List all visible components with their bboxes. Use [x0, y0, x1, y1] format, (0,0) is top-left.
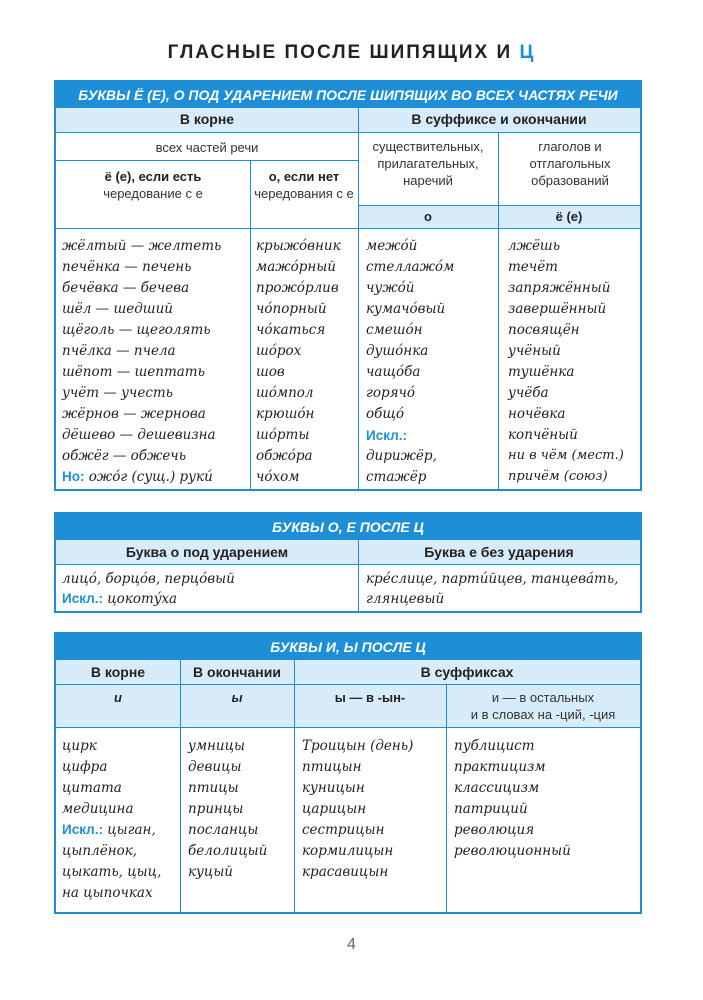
word-item: щёголь — щеголять: [62, 322, 211, 338]
note-line: Но: ожóг (сущ.) рукú: [62, 469, 213, 485]
word-item: крюшóн: [256, 406, 315, 422]
word-item: публицист: [454, 738, 535, 754]
word-item: стеллажóм: [366, 259, 455, 275]
word-item: цирк: [62, 738, 97, 754]
word-item: медицина: [62, 801, 134, 817]
word-item: принцы: [188, 801, 244, 817]
section-o-e-after-ts: [54, 512, 642, 613]
exception-line: Искл.: цыган,: [62, 822, 156, 838]
yo-rule: ё (е), если есть чередование с е: [103, 169, 203, 201]
word-item: мажóрный: [256, 259, 336, 275]
root-subheading: всех частей речи: [155, 140, 259, 155]
column-suffixes: В суффиксах: [420, 664, 514, 680]
word-item: цитата: [62, 780, 122, 796]
column-ending: В окончании: [193, 664, 281, 680]
word-item: цифра: [62, 759, 108, 775]
exception-line: Искл.: цокотýха: [62, 591, 178, 607]
word-item: тушёнка: [508, 364, 575, 380]
column-suffix: В суффиксе и окончании: [411, 111, 587, 127]
section-yo-o-after-sibilants: [54, 80, 642, 491]
word-item: ночёвка: [508, 406, 566, 422]
word-item: жёрнов — жернова: [62, 406, 206, 422]
word-item: шóмпол: [256, 385, 314, 401]
letter-i: и: [114, 690, 122, 705]
word-item: бечёвка — бечева: [62, 280, 190, 296]
word-item: чужóй: [366, 280, 415, 296]
word-item: куцый: [188, 864, 234, 880]
letter-i-rule: и — в остальных и в словах на -ций, -ция: [470, 690, 616, 722]
word-line: глянцевый: [366, 591, 445, 607]
word-item: кумачóвый: [366, 301, 446, 317]
word-item: сестрицын: [302, 822, 385, 838]
word-item: течёт: [508, 259, 558, 275]
word-item: дёшево — дешевизна: [62, 427, 216, 443]
word-line: крéслице, партúйцев, танцевáть,: [366, 571, 619, 587]
word-item: жёлтый — желтеть: [62, 238, 222, 254]
section-header: БУКВЫ Ё (Е), О ПОД УДАРЕНИЕМ ПОСЛЕ ШИПЯЩИХ ВО ВСЕХ ЧАСТЯХ РЕЧИ: [56, 82, 640, 108]
section-header: БУКВЫ И, Ы ПОСЛЕ Ц: [56, 634, 640, 660]
word-item: красавицын: [302, 864, 389, 880]
word-item: учёный: [508, 343, 561, 359]
word-item: кормилицын: [302, 843, 394, 859]
column-e-unstressed: Буква е без ударения: [424, 544, 574, 560]
word-item: стажёр: [366, 469, 427, 485]
word-item: запряжённый: [508, 280, 611, 296]
word-item: ни в чём (мест.): [508, 448, 624, 463]
column-root: В корне: [90, 664, 146, 680]
word-item: Троицын (день): [302, 738, 414, 754]
word-item: общó: [366, 406, 405, 422]
word-item: цыкать, цыц,: [62, 864, 162, 880]
word-item: крыжóвник: [256, 238, 341, 254]
word-item: прожóрлив: [256, 280, 339, 296]
word-item: патриций: [454, 801, 528, 817]
word-item: дирижёр,: [366, 448, 437, 464]
word-item: копчёный: [508, 427, 578, 443]
word-item: причём (союз): [508, 469, 608, 484]
word-line: лицó, борцóв, перцóвый: [62, 571, 235, 587]
word-item: обжóра: [256, 448, 313, 464]
word-item: чóхом: [256, 469, 300, 485]
word-item: цыплёнок,: [62, 843, 138, 859]
word-item: на цыпочках: [62, 885, 153, 901]
word-item: революция: [454, 822, 535, 838]
letter-y-yn: ы — в -ын-: [334, 690, 406, 705]
section-header: БУКВЫ О, Е ПОСЛЕ Ц: [56, 514, 640, 540]
word-item: практицизм: [454, 759, 546, 775]
word-item: шов: [256, 364, 285, 380]
word-item: птицын: [302, 759, 362, 775]
word-item: куницын: [302, 780, 365, 796]
word-item: шёпот — шептать: [62, 364, 205, 380]
word-item: чóпорный: [256, 301, 327, 317]
word-item: лжёшь: [508, 238, 561, 254]
word-item: учёба: [508, 385, 549, 401]
word-item: умницы: [188, 738, 246, 754]
suffix-verbs-heading: глаголов и отглагольных образований: [529, 139, 611, 188]
exception-label: Искл.:: [366, 428, 407, 443]
word-item: смешóн: [366, 322, 423, 338]
word-item: посвящён: [508, 322, 580, 338]
letter-y: ы: [231, 690, 243, 705]
page-number: 4: [347, 936, 356, 953]
page-title: ГЛАСНЫЕ ПОСЛЕ ШИПЯЩИХ И Ц: [167, 42, 536, 63]
word-item: классицизм: [454, 780, 540, 796]
column-root: В корне: [179, 111, 235, 127]
word-item: девицы: [188, 759, 242, 775]
word-item: межóй: [366, 238, 418, 254]
section-i-y-after-ts: [54, 632, 642, 914]
word-item: революционный: [454, 843, 571, 859]
column-o-stressed: Буква о под ударением: [125, 544, 289, 560]
o-rule: о, если нет чередования с е: [254, 169, 354, 201]
word-item: птицы: [188, 780, 239, 796]
word-item: обжёг — обжечь: [62, 448, 187, 464]
word-item: чóкаться: [256, 322, 326, 338]
word-item: горячó: [366, 385, 416, 401]
word-item: белолицый: [188, 843, 268, 859]
word-item: пчёлка — пчела: [62, 343, 176, 359]
letter-yo: ё (е): [555, 209, 583, 224]
word-item: шóрох: [256, 343, 302, 359]
word-item: чащóба: [366, 364, 421, 380]
word-item: печёнка — печень: [62, 259, 192, 275]
word-item: душóнка: [366, 343, 429, 359]
word-item: шёл — шедший: [62, 301, 173, 317]
word-item: шóрты: [256, 427, 310, 443]
word-item: посланцы: [188, 822, 259, 838]
word-item: завершённый: [508, 301, 607, 317]
suffix-nouns-heading: существительных, прилагательных, наречий: [372, 139, 484, 188]
word-item: учёт — учесть: [62, 385, 174, 401]
word-item: царицын: [302, 801, 367, 817]
letter-o: о: [424, 209, 432, 224]
